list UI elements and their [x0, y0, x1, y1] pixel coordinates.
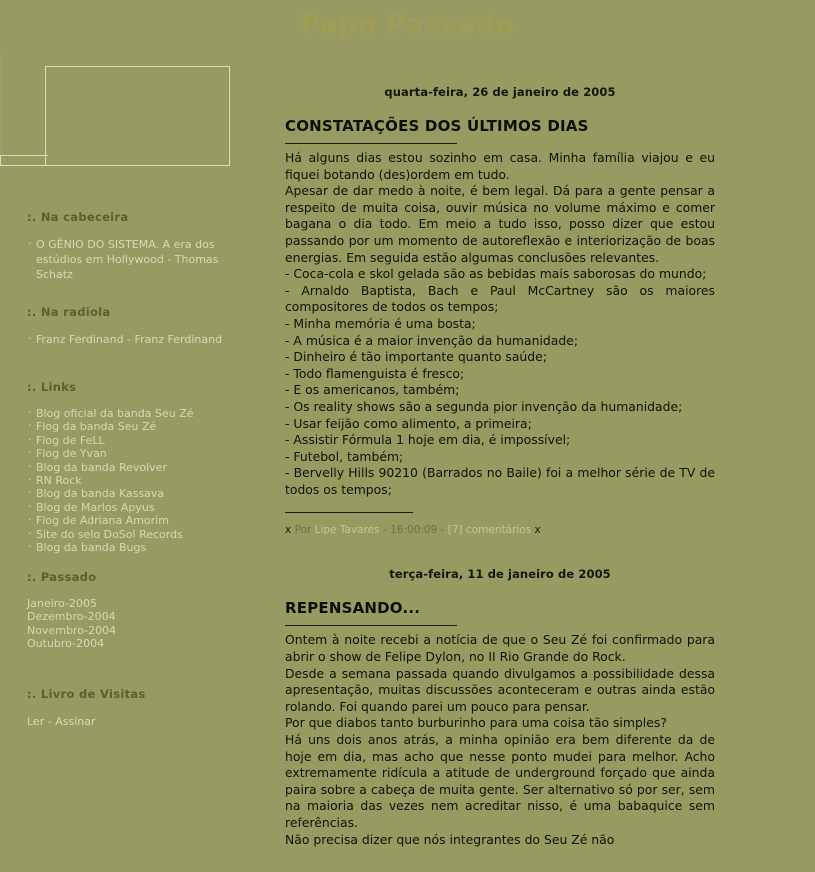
- sidebar-link-item[interactable]: · Blog da banda Kassava: [27, 487, 252, 500]
- post-paragraph: Por que diabos tanto burburinho para uma coisa tão simples?: [285, 715, 667, 731]
- sidebar-section-heading: :. Links: [27, 380, 77, 394]
- byline-by-label: Por: [294, 524, 312, 537]
- post-paragraph: Ontem à noite recebi a notícia de que o Seu Zé foi confirmado para abrir o show de Felipe Dylon, no II Rio Grande do Rock.: [285, 632, 715, 665]
- post-comments-link[interactable]: [7] comentários: [447, 524, 532, 537]
- post-date-header: quarta-feira, 26 de janeiro de 2005: [384, 85, 616, 99]
- post-paragraph: - E os americanos, também;: [285, 382, 460, 398]
- sidebar-archive-item[interactable]: Janeiro-2005: [27, 597, 97, 610]
- sidebar-link-list: [27, 407, 252, 554]
- post-time: 16:00:09: [390, 524, 438, 537]
- sidebar-link-item[interactable]: · Blog da banda Revolver: [27, 461, 252, 474]
- byline-separator-2: -: [440, 524, 445, 537]
- sidebar-section: [27, 305, 252, 347]
- sidebar-section: [27, 210, 252, 282]
- post-paragraph: - Coca-cola e skol gelada são as bebidas mais saborosas do mundo;: [285, 266, 707, 282]
- sidebar-section: [27, 570, 252, 651]
- site-banner: [0, 0, 815, 55]
- sidebar-section-heading: :. Na cabeceira: [27, 210, 129, 224]
- sidebar-section-heading: :. Livro de Visitas: [27, 687, 146, 701]
- sidebar-section-heading: :. Na radiola: [27, 305, 111, 319]
- post-body: [285, 150, 715, 498]
- blog-post: [285, 599, 715, 848]
- blog-post: [285, 117, 715, 537]
- guestbook-links: [27, 714, 252, 729]
- sidebar-link-item[interactable]: · Flog de Adriana Amorim: [27, 514, 252, 527]
- sidebar-link-item[interactable]: · Flog de FeLL: [27, 434, 252, 447]
- sidebar-link-item[interactable]: · Flog de Yvan: [27, 447, 252, 460]
- post-paragraph: Apesar de dar medo à noite, é bem legal. Dá para a gente pensar a respeito de muita coisa, ouvir música no volume máximo e comer bagana o dia todo. Em meio a tudo isso, posso dizer que estou passando por um momento de autoreflexão e interiorização de boas energias. Em seguida estão algumas conclusões relevantes.: [285, 183, 715, 265]
- link-separator: -: [44, 715, 56, 728]
- post-title: CONSTATAÇÕES DOS ÚLTIMOS DIAS: [285, 117, 589, 135]
- post-paragraph: Há uns dois anos atrás, a minha opinião era bem diferente da de hoje em dia, mas acho que nesse ponto mudei para melhor. Acho extremamente ridícula a atitude de underground forçado que ainda paira sobre a cabeça de muita gente. Ser alternativo só por ser, sem na maioria das vezes nem acreditar nisso, é uma babaquice sem referências.: [285, 732, 715, 830]
- logo-image-placeholder: [45, 66, 230, 166]
- post-paragraph: - A música é a maior invenção da humanidade;: [285, 332, 579, 348]
- sidebar-link-item[interactable]: · RN Rock: [27, 474, 252, 487]
- post-footer-divider: [285, 512, 413, 513]
- sidebar-link-item[interactable]: · Site do selo DoSol Records: [27, 528, 252, 541]
- main-content: [285, 55, 715, 848]
- byline-marker-right: x: [534, 524, 541, 537]
- sidebar-archive-item[interactable]: Outubro-2004: [27, 637, 105, 651]
- post-paragraph: - Arnaldo Baptista, Bach e Paul McCartney são os maiores compositores de todos os tempos;: [285, 282, 715, 315]
- sidebar-archive-item[interactable]: Dezembro-2004: [27, 610, 116, 624]
- post-author-link[interactable]: Lipe Tavares: [314, 524, 380, 537]
- post-body: [285, 632, 715, 848]
- post-paragraph: - Assistir Fórmula 1 hoje em dia, é impossível;: [285, 432, 571, 448]
- byline-separator-1: -: [382, 524, 387, 537]
- sidebar-section-heading: :. Passado: [27, 570, 97, 584]
- post-paragraph: - Todo flamenguista é fresco;: [285, 365, 465, 381]
- post-title-divider: [285, 625, 457, 626]
- post-paragraph: Não precisa dizer que nós integrantes do Seu Zé não: [285, 831, 615, 847]
- post-paragraph: Há alguns dias estou sozinho em casa. Minha família viajou e eu fiquei botando (des)ordem em tudo.: [285, 150, 715, 182]
- sidebar-section: [27, 380, 252, 554]
- post-paragraph: - Dinheiro é tão importante quanto saúde;: [285, 349, 547, 365]
- post-paragraph: Desde a semana passada quando divulgamos a possibilidade dessa apresentação, muitas discussões aconteceram e outras ainda estão rolando. Foi quando parei um pouco para pensar.: [285, 665, 715, 714]
- post-title: REPENSANDO...: [285, 599, 421, 618]
- guestbook-link[interactable]: Ler: [27, 715, 45, 728]
- sidebar-archive-list: [27, 597, 252, 651]
- post-paragraph: - Usar feijão como alimento, a primeira;: [285, 415, 532, 431]
- post-title-divider: [285, 143, 457, 144]
- post-paragraph: - Os reality shows são a segunda pior invenção da humanidade;: [285, 398, 683, 414]
- post-paragraph: - Bervelly Hills 90210 (Barrados no Baile) foi a melhor série de TV de todos os tempos;: [285, 465, 715, 497]
- post-byline: [285, 523, 715, 537]
- sidebar-entry: · O GÊNIO DO SISTEMA. A era dos estúdios em Hollywood - Thomas Schatz: [27, 237, 252, 282]
- byline-marker-left: x: [285, 524, 292, 537]
- post-paragraph: - Minha memória é uma bosta;: [285, 315, 476, 331]
- post-date-header: terça-feira, 11 de janeiro de 2005: [389, 567, 611, 582]
- site-title: Papo Passado: [300, 10, 515, 40]
- sidebar-link-item[interactable]: · Blog de Marlos Apyus: [27, 501, 252, 514]
- logo-edge-decoration: [0, 55, 2, 166]
- post-paragraph: - Futebol, também;: [285, 448, 404, 464]
- sidebar: [0, 55, 270, 872]
- sidebar-link-item[interactable]: · Blog oficial da banda Seu Zé: [27, 407, 252, 420]
- sidebar-link-item[interactable]: · Blog da banda Bugs: [27, 541, 252, 554]
- sidebar-link-item[interactable]: · Flog da banda Seu Zé: [27, 420, 252, 433]
- sidebar-entry: · Franz Ferdinand - Franz Ferdinand: [27, 332, 252, 347]
- sidebar-section: [27, 687, 252, 729]
- logo-strip-decoration: [0, 155, 48, 166]
- guestbook-link[interactable]: Assinar: [55, 715, 96, 728]
- sidebar-archive-item[interactable]: Novembro-2004: [27, 623, 117, 637]
